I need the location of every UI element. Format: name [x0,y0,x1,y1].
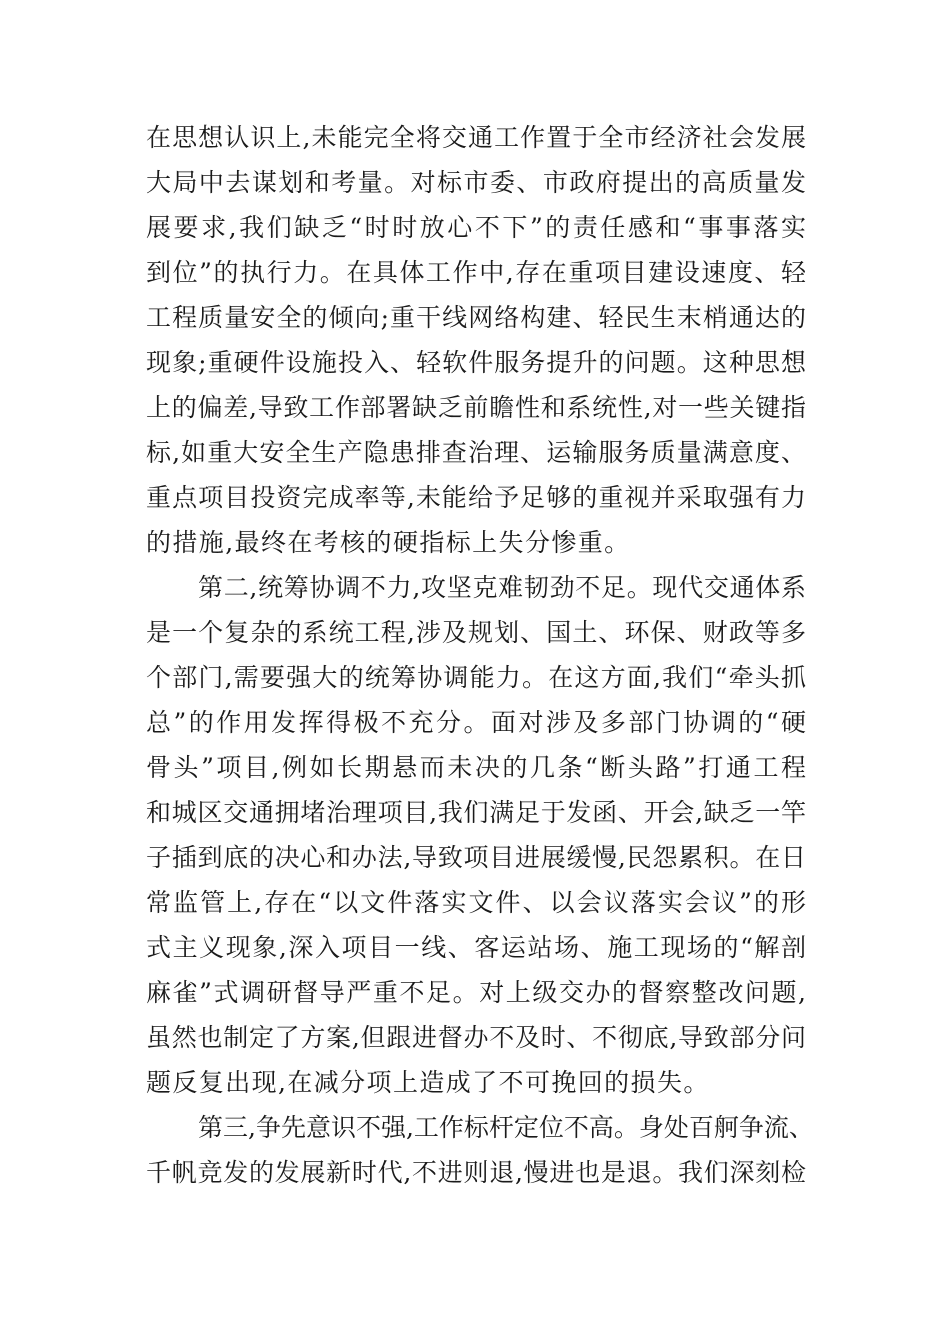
text-line: 到位”的执行力。在具体工作中,存在重项目建设速度、轻 [146,258,806,287]
text-line: 现象;重硬件设施投入、轻软件服务提升的问题。这种思想 [146,348,806,377]
text-line: 麻雀”式调研督导严重不足。对上级交办的督察整改问题, [146,978,806,1007]
text-line: 展要求,我们缺乏“时时放心不下”的责任感和“事事落实 [146,213,806,242]
text-line: 和城区交通拥堵治理项目,我们满足于发函、开会,缺乏一竿 [146,798,806,827]
text-line: 第三,争先意识不强,工作标杆定位不高。身处百舸争流、 [198,1113,814,1142]
text-line: 子插到底的决心和办法,导致项目进展缓慢,民怨累积。在日 [146,843,806,872]
text-line: 工程质量安全的倾向;重干线网络构建、轻民生末梢通达的 [146,303,806,332]
text-line: 个部门,需要强大的统筹协调能力。在这方面,我们“牵头抓 [146,663,806,692]
text-line: 是一个复杂的系统工程,涉及规划、国土、环保、财政等多 [146,618,806,647]
text-line: 第二,统筹协调不力,攻坚克难韧劲不足。现代交通体系 [198,573,806,602]
text-line: 重点项目投资完成率等,未能给予足够的重视并采取强有力 [146,483,806,512]
text-line: 上的偏差,导致工作部署缺乏前瞻性和系统性,对一些关键指 [146,393,806,422]
text-line: 标,如重大安全生产隐患排查治理、运输服务质量满意度、 [146,438,806,467]
text-line: 常监管上,存在“以文件落实文件、以会议落实会议”的形 [146,888,806,917]
text-line: 在思想认识上,未能完全将交通工作置于全市经济社会发展 [146,123,806,152]
text-line: 虽然也制定了方案,但跟进督办不及时、不彻底,导致部分问 [146,1023,806,1052]
text-line: 骨头”项目,例如长期悬而未决的几条“断头路”打通工程 [146,753,806,782]
text-line: 的措施,最终在考核的硬指标上失分惨重。 [146,528,631,557]
text-line: 千帆竞发的发展新时代,不进则退,慢进也是退。我们深刻检 [146,1158,806,1187]
text-line: 式主义现象,深入项目一线、客运站场、施工现场的“解剖 [146,933,806,962]
text-line: 题反复出现,在减分项上造成了不可挽回的损失。 [146,1068,710,1097]
text-line: 总”的作用发挥得极不充分。面对涉及多部门协调的“硬 [146,708,806,737]
text-line: 大局中去谋划和考量。对标市委、市政府提出的高质量发 [146,168,806,197]
